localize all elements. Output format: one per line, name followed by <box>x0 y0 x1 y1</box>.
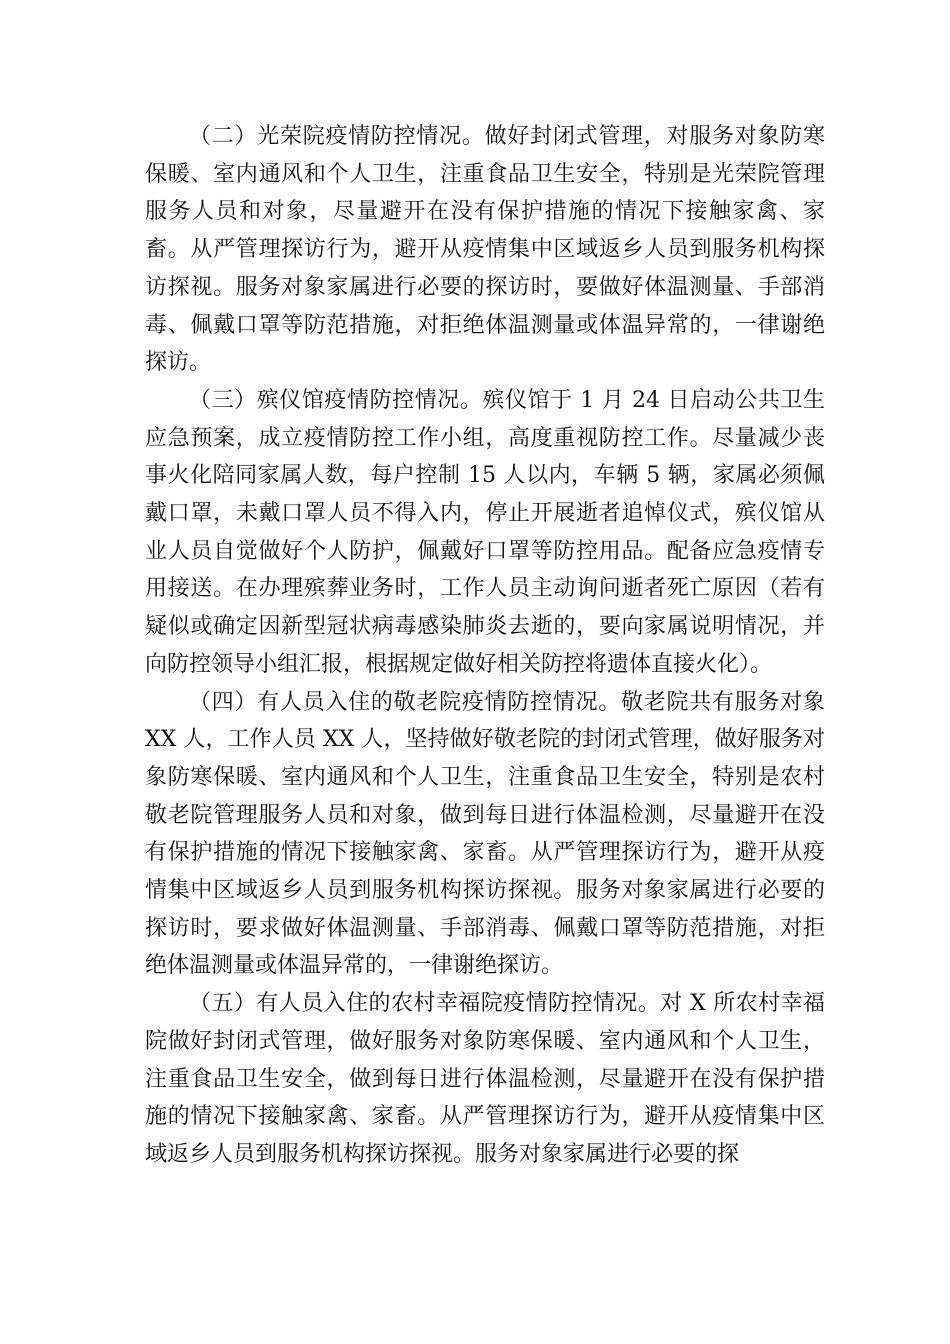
paragraph-guangrongyuan: （二）光荣院疫情防控情况。做好封闭式管理，对服务对象防寒保暖、室内通风和个人卫生，注重食品卫生安全，特别是光荣院管理服务人员和对象，尽量避开在没有保护措施的情况下接触家禽、家畜。从严管理探访行为，避开从疫情集中区域返乡人员到服务机构探访探视。服务对象家属进行必要的探访时，要做好体温测量、手部消毒、佩戴口罩等防范措施，对拒绝体温测量或体温异常的，一律谢绝探访。 <box>145 124 825 376</box>
document-body <box>145 118 825 1174</box>
paragraph-jinglaoyuan: （四）有人员入住的敬老院疫情防控情况。敬老院共有服务对象 XX 人，工作人员 XX 人，坚持做好敬老院的封闭式管理，做好服务对象防寒保暖、室内通风和个人卫生，注重食品卫生安全，特别是农村敬老院管理服务人员和对象，做到每日进行体温检测，尽量避开在没有保护措施的情况下接触家禽、家畜。从严管理探访行为，避开从疫情集中区域返乡人员到服务机构探访探视。服务对象家属进行必要的探访时，要求做好体温测量、手部消毒、佩戴口罩等防范措施，对拒绝体温测量或体温异常的，一律谢绝探访。 <box>145 689 825 979</box>
paragraph-binyiguan: （三）殡仪馆疫情防控情况。殡仪馆于 1 月 24 日启动公共卫生应急预案，成立疫情防控工作小组，高度重视防控工作。尽量减少丧事火化陪同家属人数，每户控制 15 人以内，车辆 5 辆，家属必须佩戴口罩，未戴口罩人员不得入内，停止开展逝者追悼仪式，殡仪馆从业人员自觉做好个人防护，佩戴好口罩等防控用品。配备应急疫情专用接送。在办理殡葬业务时，工作人员主动询问逝者死亡原因（若有疑似或确定因新型冠状病毒感染肺炎去逝的，要向家属说明情况，并向防控领导小组汇报，根据规定做好相关防控将遗体直接火化）。 <box>145 387 825 677</box>
paragraph-xingfuyuan: （五）有人员入住的农村幸福院疫情防控情况。对 X 所农村幸福院做好封闭式管理，做好服务对象防寒保暖、室内通风和个人卫生，注重食品卫生安全，做到每日进行体温检测，尽量避开在没有保护措施的情况下接触家禽、家畜。从严管理探访行为，避开从疫情集中区域返乡人员到服务机构探访探视。服务对象家属进行必要的探 <box>145 991 825 1167</box>
